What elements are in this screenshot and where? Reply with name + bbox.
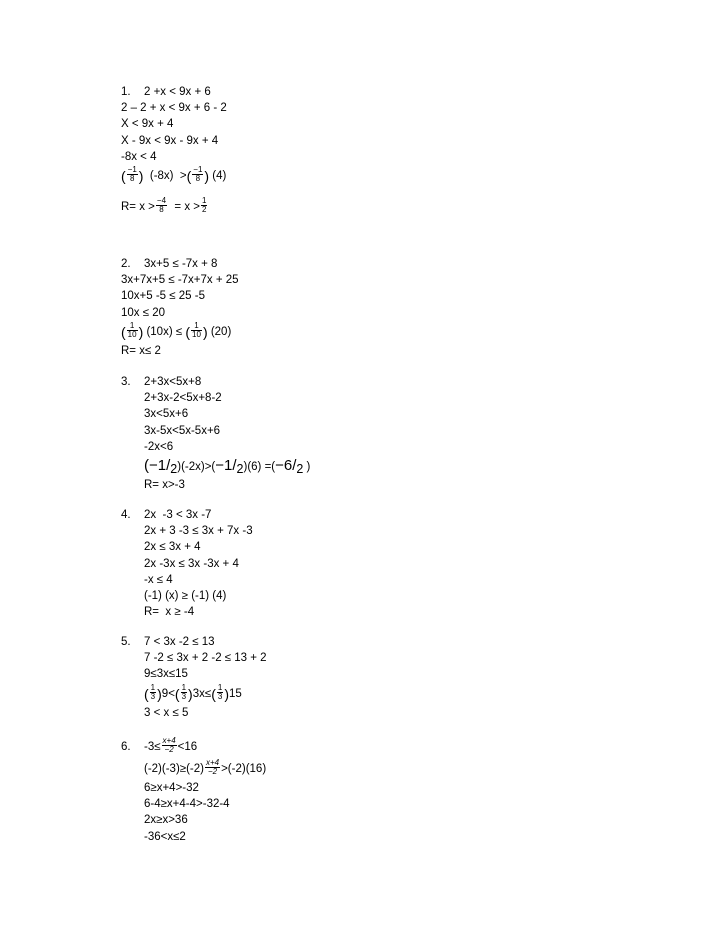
equation-line: 3x-5x<5x-5x+6 — [144, 424, 221, 437]
equation-line: 2 +x < 9x + 6 — [144, 86, 211, 98]
equation-line: X < 9x + 4 — [121, 118, 174, 131]
problem-2 — [121, 256, 239, 359]
equation-line: (-1) (x) ≥ (-1) (4) — [144, 589, 227, 602]
equation-line: 7 -2 ≤ 3x + 2 -2 ≤ 13 + 2 — [144, 652, 267, 665]
fraction: $\frac{x+4}{-2}$ — [205, 757, 220, 777]
problem-6 — [121, 736, 266, 845]
equation-line: 2x ≤ 3x + 4 — [144, 541, 201, 554]
equation-line: 2 – 2 + x < 9x + 6 - 2 — [121, 102, 227, 115]
problem-number: 4. — [121, 509, 131, 521]
fraction: $\frac{1}{10}$ — [192, 320, 201, 340]
equation-line: 10x+5 -5 ≤ 25 -5 — [121, 290, 205, 303]
equation-line: (−1/2)(-2x)>(−1/2)(6) =(−6/2 ) — [144, 456, 311, 476]
equation-line: X - 9x < 9x - 9x + 4 — [121, 134, 219, 147]
equation-line: 9≤3x≤15 — [144, 668, 188, 681]
problem-number: 3. — [121, 376, 131, 388]
equation-line: -3≤ $\frac{x+4}{-2}$ <16 — [144, 735, 198, 755]
equation-line: ( $\frac{1}{10}$ ) (10x) ≤ ( $\frac{1}{10}$ ) (20) — [121, 320, 232, 340]
fraction: $\frac{1}{10}$ — [127, 320, 137, 340]
equation-line: ( $\frac{1}{3}$ )9<( $\frac{1}{3}$ )3x≤( $\frac{1}{3}$ )15 — [144, 682, 242, 702]
fraction: $\frac{1}{3}$ — [181, 682, 187, 702]
equation-line: 3 < x ≤ 5 — [144, 706, 189, 719]
fraction: $\frac{-4}{8}$ — [156, 195, 167, 215]
equation-line: 2+3x-2<5x+8-2 — [144, 392, 222, 405]
equation-line: 3x<5x+6 — [144, 408, 189, 421]
problem-number: 2. — [121, 258, 131, 270]
problem-number: 5. — [121, 636, 131, 648]
equation-line: 2x + 3 -3 ≤ 3x + 7x -3 — [144, 525, 253, 538]
problem-number: 1. — [121, 86, 131, 98]
equation-line: -x ≤ 4 — [144, 573, 173, 586]
problem-number: 6. — [121, 741, 131, 753]
equation-line: R= x > $\frac{-4}{8}$ = x > $\frac{1}{2}$ — [121, 195, 207, 215]
fraction: $\frac{x+4}{-2}$ — [162, 735, 176, 755]
equation-line: -2x<6 — [144, 440, 174, 453]
fraction: $\frac{1}{3}$ — [150, 682, 156, 702]
equation-line: 2+3x<5x+8 — [144, 376, 202, 388]
equation-line: 2x -3x ≤ 3x -3x + 4 — [144, 557, 239, 570]
equation-line: -36<x≤2 — [144, 830, 186, 843]
fraction: $\frac{1}{2}$ — [201, 195, 207, 215]
problem-5 — [121, 634, 267, 721]
equation-line: 3x+7x+5 ≤ -7x+7x + 25 — [121, 274, 239, 287]
problem-3 — [121, 374, 310, 493]
equation-line: 2x -3 < 3x -7 — [144, 509, 212, 521]
equation-line: ( $\frac{-1}{8}$ ) (-8x) >( $\frac{-1}{8}$ ) (4) — [121, 164, 227, 184]
equation-line: R= x ≥ -4 — [144, 606, 195, 619]
equation-line: 7 < 3x -2 ≤ 13 — [144, 636, 215, 648]
equation-line: R= x≤ 2 — [121, 344, 161, 357]
fraction: $\frac{1}{3}$ — [217, 682, 223, 702]
problem-4 — [121, 507, 253, 620]
equation-line: 6-4≥x+4-4>-32-4 — [144, 798, 230, 811]
equation-line: 10x ≤ 20 — [121, 306, 166, 319]
fraction: $\frac{-1}{8}$ — [193, 164, 203, 184]
problem-1 — [121, 84, 227, 218]
equation-line: (-2)(-3)≥(-2) $\frac{x+4}{-2}$ >(-2)(16) — [144, 757, 267, 777]
equation-line: 6≥x+4>-32 — [144, 782, 199, 794]
equation-line: 3x+5 ≤ -7x + 8 — [144, 258, 218, 270]
equation-line: R= x>-3 — [144, 478, 185, 491]
fraction: $\frac{-1}{8}$ — [127, 164, 137, 184]
equation-line: -8x < 4 — [121, 150, 157, 163]
equation-line: 2x≥x>36 — [144, 814, 188, 827]
